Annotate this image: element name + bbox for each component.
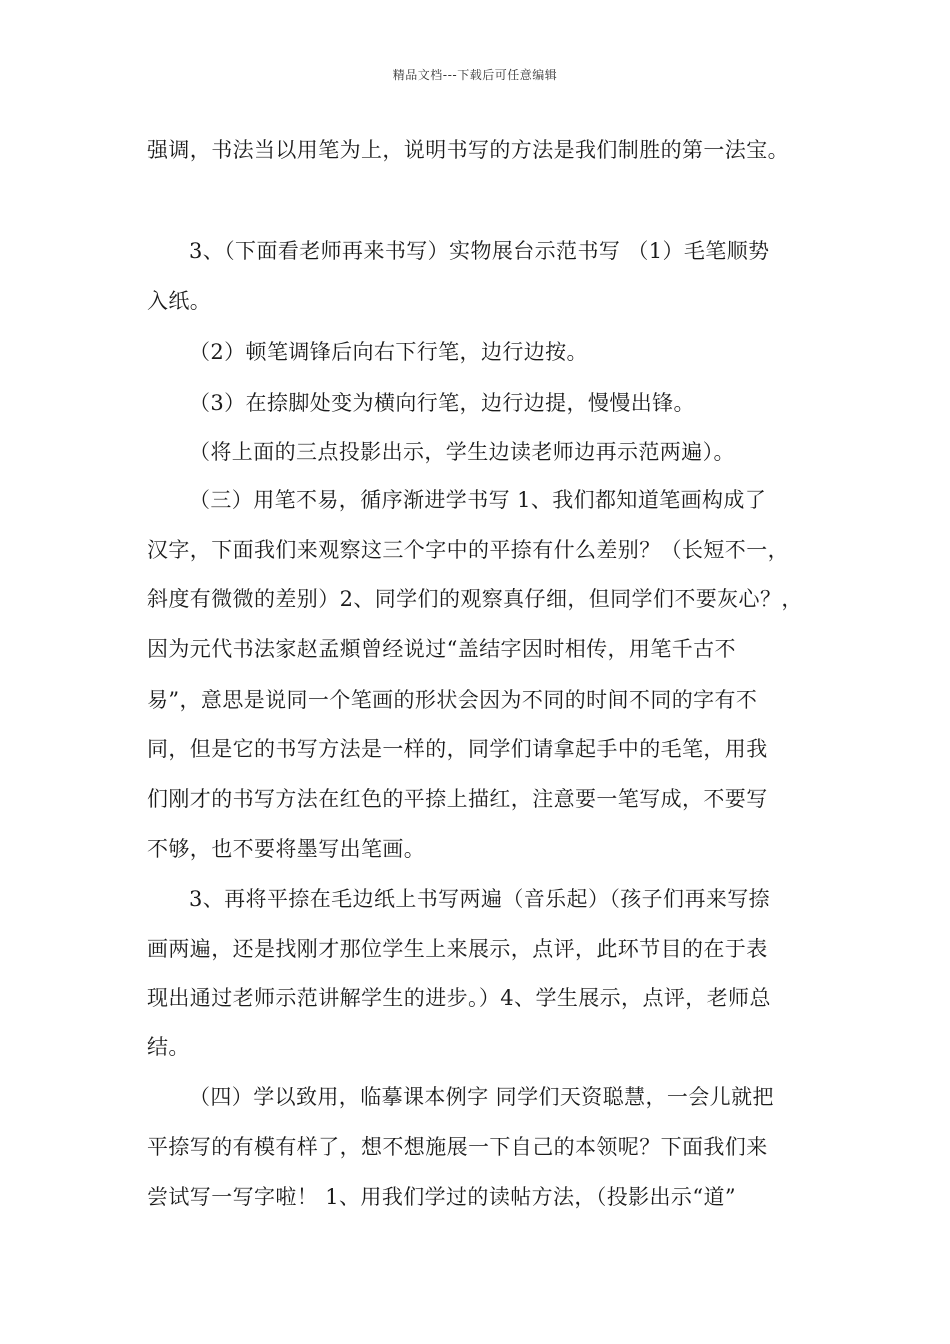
paragraph-line: 结。 <box>147 1035 190 1059</box>
paragraph-line: （三）用笔不易，循序渐进学书写 1、我们都知道笔画构成了 <box>189 488 767 512</box>
paragraph-line: 画两遍，还是找刚才那位学生上来展示，点评，此环节目的在于表 <box>147 937 768 961</box>
paragraph-line: （将上面的三点投影出示，学生边读老师边再示范两遍）。 <box>189 440 735 464</box>
paragraph-line: （3）在捺脚处变为横向行笔，边行边提，慢慢出锋。 <box>189 391 695 415</box>
page-header: 精品文档---下载后可任意编辑 <box>392 68 558 82</box>
paragraph-line: 汉字，下面我们来观察这三个字中的平捺有什么差别？（长短不一， <box>147 538 789 562</box>
paragraph-line: 3、（下面看老师再来书写）实物展台示范书写 （1）毛笔顺势 <box>189 239 770 263</box>
paragraph-line: 因为元代书法家赵孟頫曾经说过“盖结字因时相传，用笔千古不 <box>147 637 736 661</box>
paragraph-line: 平捺写的有模有样了，想不想施展一下自己的本领呢？下面我们来 <box>147 1135 768 1159</box>
paragraph-line: 现出通过老师示范讲解学生的进步。）4、学生展示，点评，老师总 <box>147 986 771 1010</box>
paragraph-line: 强调，书法当以用笔为上，说明书写的方法是我们制胜的第一法宝。 <box>147 138 789 162</box>
paragraph-line: （四）学以致用，临摹课本例字 同学们天资聪慧，一会儿就把 <box>189 1085 774 1109</box>
paragraph-line: 同，但是它的书写方法是一样的，同学们请拿起手中的毛笔，用我 <box>147 737 768 761</box>
paragraph-line: （2）顿笔调锋后向右下行笔，边行边按。 <box>189 340 588 364</box>
paragraph-line: 3、再将平捺在毛边纸上书写两遍（音乐起）（孩子们再来写捺 <box>189 887 771 911</box>
paragraph-line: 尝试写一写字啦！ 1、用我们学过的读帖方法，（投影出示“道” <box>147 1185 737 1209</box>
paragraph-line: 入纸。 <box>147 289 212 313</box>
paragraph-line: 易”，意思是说同一个笔画的形状会因为不同的时间不同的字有不 <box>147 688 758 712</box>
paragraph-line: 不够，也不要将墨写出笔画。 <box>147 837 426 861</box>
paragraph-line: 们刚才的书写方法在红色的平捺上描红，注意要一笔写成，不要写 <box>147 787 768 811</box>
paragraph-line: 斜度有微微的差别）2、同学们的观察真仔细，但同学们不要灰心？， <box>147 587 803 611</box>
